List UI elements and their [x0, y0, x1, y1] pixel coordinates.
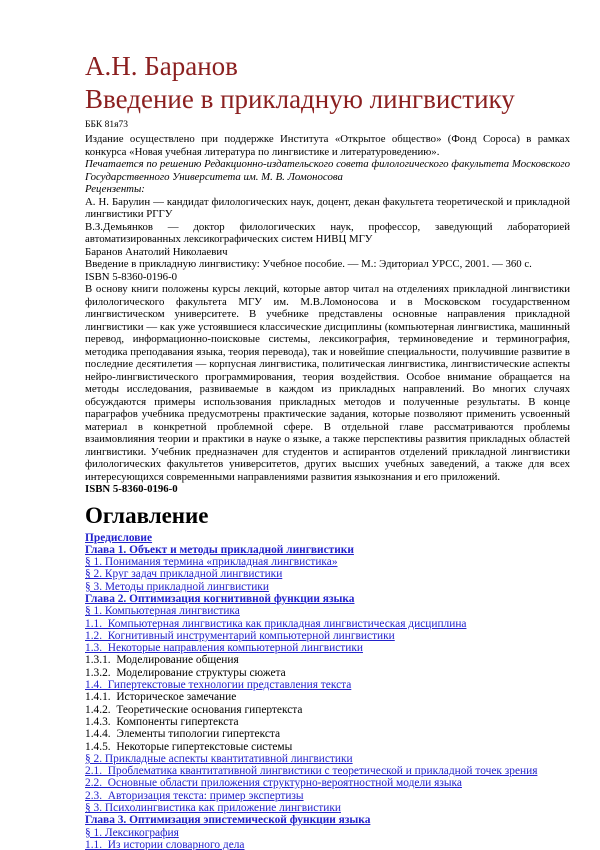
toc-item-1-4-5: 1.4.5. Некоторые гипертекстовые системы: [85, 740, 293, 753]
toc-item-1-4-3: 1.4.3. Компоненты гипертекста: [85, 715, 239, 728]
toc-link-1-1[interactable]: 1.1. Компьютерная лингвистика как прикладная лингвистическая дисциплина: [85, 617, 467, 630]
toc-link-glava-1[interactable]: Глава 1. Объект и методы прикладной лингвистики: [85, 543, 354, 556]
toc-link-glava-2[interactable]: Глава 2. Оптимизация когнитивной функции языка: [85, 592, 355, 605]
support-note: Издание осуществлено при поддержке Института «Открытое общество» (Фонд Сороса) в рамках конкурса «Новая учебная литература по лингвистике и литературоведению».: [85, 133, 570, 158]
table-of-contents: [85, 532, 570, 850]
reviewer-2: В.З.Демьянков — доктор филологических наук, профессор, заведующий лабораторией автоматизированных лексикографических систем НИВЦ МГУ: [85, 220, 570, 245]
toc-item-1-3-1: 1.3.1. Моделирование общения: [85, 654, 239, 667]
toc-link-glava-3[interactable]: Глава 3. Оптимизация эпистемической функции языка: [85, 814, 371, 827]
bibliographic-entry: Введение в прикладную лингвистику: Учебное пособие. — М.: Эдиториал УРСС, 2001. — 360 с.: [85, 258, 532, 270]
toc-link-glava3-1-1[interactable]: 1.1. Из истории словарного дела: [85, 838, 245, 850]
toc-link-glava2-par2[interactable]: § 2. Прикладные аспекты квантитативной лингвистики: [85, 752, 353, 765]
toc-link-predislovie[interactable]: Предисловие: [85, 531, 153, 544]
toc-link-glava1-par2[interactable]: § 2. Круг задач прикладной лингвистики: [85, 568, 283, 581]
toc-item-1-4-2: 1.4.2. Теоретические основания гипертекста: [85, 703, 303, 716]
isbn-number-bold: ISBN 5-8360-0196-0: [85, 483, 178, 495]
isbn-number: ISBN 5-8360-0196-0: [85, 270, 178, 283]
toc-link-2-1[interactable]: 2.1. Проблематика квантитативной лингвистики с теоретической и прикладной точек зрения: [85, 765, 538, 778]
toc-link-glava2-par3[interactable]: § 3. Психолингвистика как приложение лингвистики: [85, 802, 341, 815]
bbk-code: ББК 81я73: [85, 120, 128, 130]
toc-link-1-3[interactable]: 1.3. Некоторые направления компьютерной лингвистики: [85, 642, 363, 655]
book-title-heading: Введение в прикладную лингвистику: [85, 84, 515, 114]
toc-item-1-4-1: 1.4.1. Историческое замечание: [85, 691, 237, 704]
reviewers-label: Рецензенты:: [85, 183, 145, 195]
reviewer-1: А. Н. Барулин — кандидат филологических наук, доцент, декан факультета теоретической и прикладной лингвистики РГГУ: [85, 195, 570, 220]
toc-link-1-2[interactable]: 1.2. Когнитивный инструментарий компьютерной лингвистики: [85, 629, 395, 642]
author-full-name: Баранов Анатолий Николаевич: [85, 245, 228, 258]
toc-link-glava1-par1[interactable]: § 1. Понимания термина «прикладная лингвистика»: [85, 556, 338, 569]
toc-item-1-4-4: 1.4.4. Элементы типологии гипертекста: [85, 728, 281, 741]
toc-link-2-3[interactable]: 2.3. Авторизация текста: пример экспертизы: [85, 789, 304, 802]
toc-item-1-3-2: 1.3.2. Моделирование структуры сюжета: [85, 666, 286, 679]
annotation-text: В основу книги положены курсы лекций, которые автор читал на отделениях прикладной лингвистики филологического факультета МГУ им. М.В.Ломоносова и в Московском государственном лингвистическом университете. В учебнике представлены основные направления прикладной лингвистики — как уже устоявшиеся классические дисциплины (компьютерная лингвистика, машинный перевод, информационно-поисковые системы, лексикография, терминоведение и терминография, методика преподавания языка, теория перевода), так и новейшие специальности, получившие развитие в последние десятилетия — корпусная лингвистика, политическая лингвистика, лингвистические аспекты нейро-лингвистического программирования, теория воздействия. Особое внимание обращается на методы исследования, развиваемые в каждом из прикладных направлений. Во многих случаях обсуждаются примеры использования прикладных методов и полученные результаты. В конце параграфов учебника предусмотрены практические задания, которые позволяют применить усвоенный материал в конкретной проблемной сфере. В отдельной главе рассматриваются проблемы взаимовлияния теории и практики в науке о языке, а также перспективы развития прикладных областей лингвистики. Учебник предназначен для студентов и аспирантов отделений прикладной лингвистики филологических факультетов университетов, других высших учебных заведений, а также для всех интересующихся современными направлениями развития языкознания и его приложений.: [85, 283, 570, 483]
toc-link-glava1-par3[interactable]: § 3. Методы прикладной лингвистики: [85, 580, 269, 593]
book-author-heading: А.Н. Баранов: [85, 51, 238, 81]
toc-link-glava2-par1[interactable]: § 1. Компьютерная лингвистика: [85, 605, 240, 618]
printed-by-note: Печатается по решению Редакционно-издательского совета филологического факультета Московского Государственного Университета им. М. В. Ломоносова: [85, 158, 570, 183]
toc-heading: Оглавление: [85, 502, 209, 528]
toc-link-1-4[interactable]: 1.4. Гипертекстовые технологии представления текста: [85, 679, 352, 692]
front-matter: [85, 133, 570, 496]
toc-link-glava3-par1[interactable]: § 1. Лексикография: [85, 826, 179, 839]
toc-link-2-2[interactable]: 2.2. Основные области приложения структурно-вероятностной модели языка: [85, 777, 462, 790]
